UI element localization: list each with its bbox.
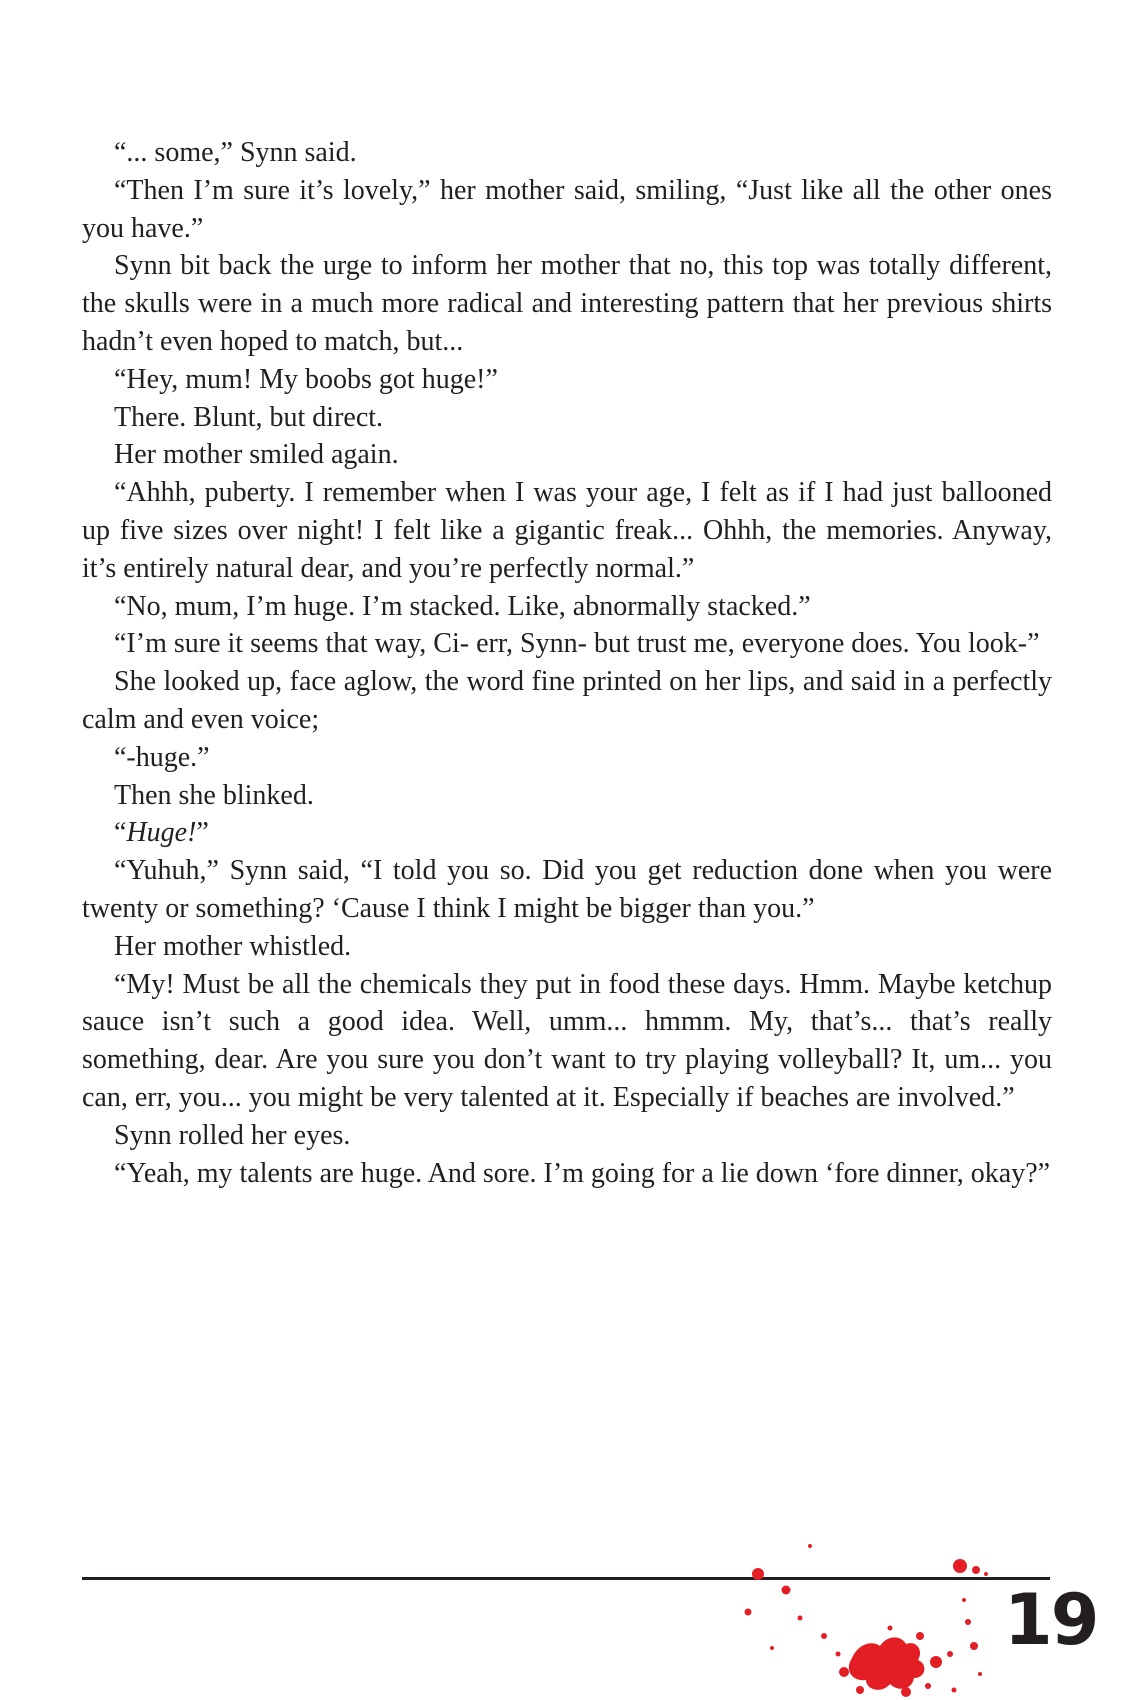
paragraph: “My! Must be all the chemicals they put in food these days. Hmm. Maybe ketchup sauce isn’t such a good idea. Well, umm... hmmm. My, that’s... that’s really something, dear. Are you sure you don’t want to try playing volleyball? It, um... you can, err, you... you might be very talented at it. Especially if beaches are involved.” (82, 968, 1052, 1113)
paragraph: “-huge.” (114, 741, 210, 773)
paragraph: She looked up, face aglow, the word fine printed on her lips, and said in a perfectly calm and even voice; (82, 666, 1052, 735)
close-quote: ” (196, 817, 209, 849)
paragraph: “Ahhh, puberty. I remember when I was your age, I felt as if I had just ballooned up five sizes over night! I felt like a gigantic freak... Ohhh, the memories. Anyway, it’s entirely natural dear, and you’re perfectly normal.” (82, 477, 1052, 584)
paragraph: “Yuhuh,” Synn said, “I told you so. Did you get reduction done when you were twenty or something? ‘Cause I think I might be bigger than you.” (82, 855, 1052, 924)
paragraph: Synn bit back the urge to inform her mother that no, this top was totally different, the skulls were in a much more radical and interesting pattern that her previous shirts hadn’t even hoped to match, but... (82, 250, 1052, 357)
paragraph: Her mother smiled again. (114, 439, 399, 471)
paragraph: “Then I’m sure it’s lovely,” her mother said, smiling, “Just like all the other ones you have.” (82, 174, 1052, 244)
paragraph: “Yeah, my talents are huge. And sore. I’m going for a lie down ‘fore dinner, okay?” (114, 1157, 1051, 1189)
italic-emphasis: Huge! (126, 817, 197, 849)
blood-splatter-icon (740, 1540, 1020, 1700)
paragraph: “No, mum, I’m huge. I’m stacked. Like, abnormally stacked.” (114, 590, 811, 622)
paragraph: Synn rolled her eyes. (114, 1119, 351, 1151)
body-text (82, 134, 1052, 1192)
paragraph: “... some,” Synn said. (114, 137, 357, 168)
page-number: 19 (1004, 1579, 1098, 1661)
paragraph-italic-exclamation (82, 814, 1052, 852)
paragraph: There. Blunt, but direct. (114, 401, 384, 433)
paragraph: “I’m sure it seems that way, Ci- err, Synn- but trust me, everyone does. You look-” (114, 628, 1040, 660)
paragraph: Her mother whistled. (114, 930, 352, 962)
paragraph: Then she blinked. (114, 779, 314, 811)
open-quote: “ (114, 817, 127, 849)
paragraph: “Hey, mum! My boobs got huge!” (114, 363, 498, 395)
